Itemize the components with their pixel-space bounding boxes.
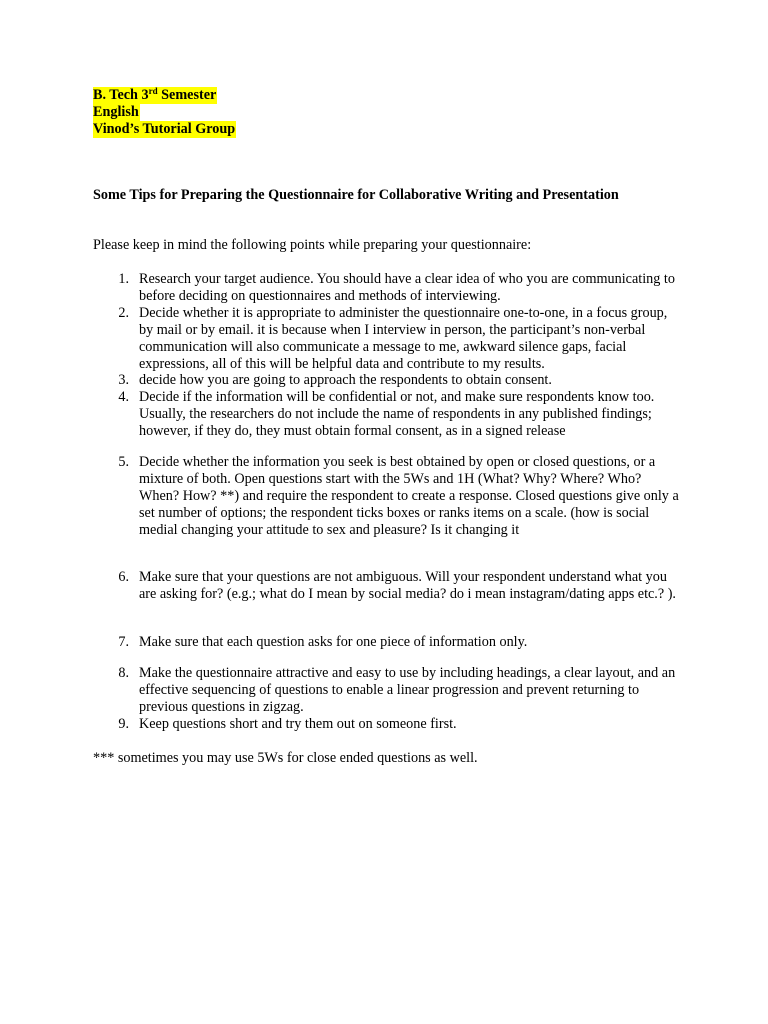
tip-text: Make sure that each question asks for one piece of information only. [139, 634, 528, 650]
tip-text: Decide whether it is appropriate to administer the questionnaire one-to-one, in a focus group, by mail or by email. it is because when I interview in person, the participant’s non-verbal communication will also communicate a message to me, awkward silence gaps, facial expressions, all of this will be helpful data and contribute to my results. [139, 305, 668, 372]
footnote: *** sometimes you may use 5Ws for close ended questions as well. [93, 750, 478, 766]
tip-item-9 [93, 716, 693, 733]
tip-text: Decide whether the information you seek is best obtained by open or closed questions, or a mixture of both. Open questions start with the 5Ws and 1H (What? Why? Where? Who? When? How? **) and require the respondent to create a response. Closed questions give only a set number of options; the respondent ticks boxes or ranks items on a scale. (how is social medial changing your attitude to sex and pleasure? Is it changing it [139, 454, 679, 538]
tip-number: 3. [118, 372, 129, 388]
tip-number: 9. [118, 716, 129, 732]
document-header [93, 87, 236, 138]
course-line: B. Tech 3rd Semester [93, 86, 217, 103]
tip-item-7 [93, 634, 693, 651]
document-title: Some Tips for Preparing the Questionnaire for Collaborative Writing and Presentation [93, 187, 619, 203]
tip-number: 4. [118, 389, 129, 405]
tip-item-3 [93, 372, 693, 389]
tip-number: 7. [118, 634, 129, 650]
tip-text: decide how you are going to approach the respondents to obtain consent. [139, 372, 552, 388]
tip-item-4 [93, 389, 693, 440]
tip-number: 1. [118, 271, 129, 287]
subject-line: English [93, 104, 139, 120]
tip-item-2 [93, 305, 693, 373]
tip-number: 6. [118, 569, 129, 585]
tip-number: 2. [118, 305, 129, 321]
intro-paragraph: Please keep in mind the following points while preparing your questionnaire: [93, 237, 532, 253]
tip-text: Make the questionnaire attractive and easy to use by including headings, a clear layout, and an effective sequencing of questions to enable a linear progression and prevent returning to previous questions in zigzag. [139, 665, 676, 715]
tip-item-8 [93, 665, 693, 716]
group-line: Vinod’s Tutorial Group [93, 121, 236, 137]
tip-text: Decide if the information will be confidential or not, and make sure respondents know too. Usually, the researchers do not include the name of respondents in any published findings; however, if they do, they must obtain formal consent, as in a signed release [139, 389, 655, 439]
tip-number: 8. [118, 665, 129, 681]
tip-text: Research your target audience. You should have a clear idea of who you are communicating to before deciding on questionnaires and methods of interviewing. [139, 271, 675, 304]
tip-text: Make sure that your questions are not ambiguous. Will your respondent understand what you are asking for? (e.g.; what do I mean by social media? do i mean instagram/dating apps etc.? ). [139, 569, 676, 602]
tip-number: 5. [118, 454, 129, 470]
tip-text: Keep questions short and try them out on someone first. [139, 716, 457, 732]
tip-item-5 [93, 454, 693, 539]
tip-item-1 [93, 271, 693, 305]
tip-item-6 [93, 569, 693, 603]
